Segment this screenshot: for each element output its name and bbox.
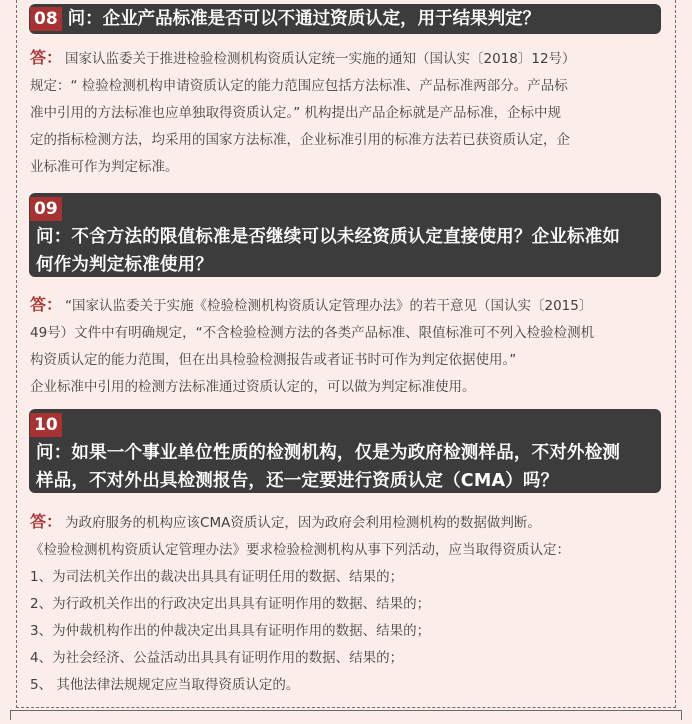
question-number-badge: 08 [30,7,62,31]
answer-line: 业标准可作为判定标准。 [30,159,179,175]
answer-09 [30,291,662,401]
list-item: 3、为仲裁机构作出的仲裁决定出具具有证明作用的数据、结果的； [30,623,431,639]
list-item: 4、为社会经济、公益活动出具具有证明作用的数据、结果的； [30,650,404,666]
question-title-line: 何作为判定标准使用？ [36,255,213,275]
answer-line: 定的指标检测方法，均采用的国家方法标准，企业标准引用的标准方法若已获资质认定，企 [30,132,570,148]
question-title-line: 问：不含方法的限值标准是否继续可以未经资质认定直接使用？企业标准如 [36,227,621,247]
list-item: 2、为行政机关作出的行政决定出具具有证明作用的数据、结果的； [30,596,431,612]
question-title: 问：企业产品标准是否可以不通过资质认定，用于结果判定？ [67,9,541,29]
answer-text: 国家认监委关于推进检验检测机构资质认定统一实施的通知（国认实〔2018〕12号） [65,51,576,67]
question-number-badge: 09 [30,197,62,221]
answer-mark: 答： [30,512,63,531]
list-item: 1、为司法机关作出的裁决出具具有证明任用的数据、结果的； [30,569,404,585]
answer-text: “国家认监委关于实施《检验检测机构资质认定管理办法》的若干意见（国认实〔2015〕 [65,298,593,314]
answer-line [30,508,662,537]
answer-08 [30,44,662,181]
answer-mark: 答： [30,48,63,67]
answer-line [30,291,662,320]
answer-line: 49号）文件中有明确规定，“不含检验检测方法的各类产品标准、限值标准可不列入检验检测机 [30,325,595,341]
answer-line: 构资质认定的能力范围，但在出具检验检测报告或者证书时可作为判定依据使用。” [30,352,517,368]
answer-line [30,44,662,73]
answer-10 [30,508,662,699]
answer-line: 准中引用的方法标准也应单独取得资质认定。” 机构提出产品企标就是产品标准，企标中规 [30,105,562,121]
answer-line: 企业标准中引用的检测方法标准通过资质认定的，可以做为判定标准使用。 [30,379,476,395]
answer-line: 《检验检测机构资质认定管理办法》要求检验检测机构从事下列活动，应当取得资质认定： [30,542,570,558]
answer-line: 规定：“ 检验检测机构申请资质认定的能力范围应包括方法标准、产品标准两部分。产品标 [30,78,568,94]
list-item: 5、 其他法律法规规定应当取得资质认定的。 [30,677,300,693]
question-header-08 [29,4,661,34]
answer-mark: 答： [30,295,63,314]
question-title-line: 问：如果一个事业单位性质的检测机构，仅是为政府检测样品，不对外检测 [36,443,621,463]
outer-border [10,710,682,720]
question-header-10 [29,409,661,493]
question-title-line: 样品，不对外出具检测报告，还一定要进行资质认定（CMA）吗？ [36,471,559,491]
answer-text: 为政府服务的机构应该CMA资质认定，因为政府会利用检测机构的数据做判断。 [65,515,541,531]
question-number-badge: 10 [30,413,62,437]
question-header-09 [29,193,661,277]
